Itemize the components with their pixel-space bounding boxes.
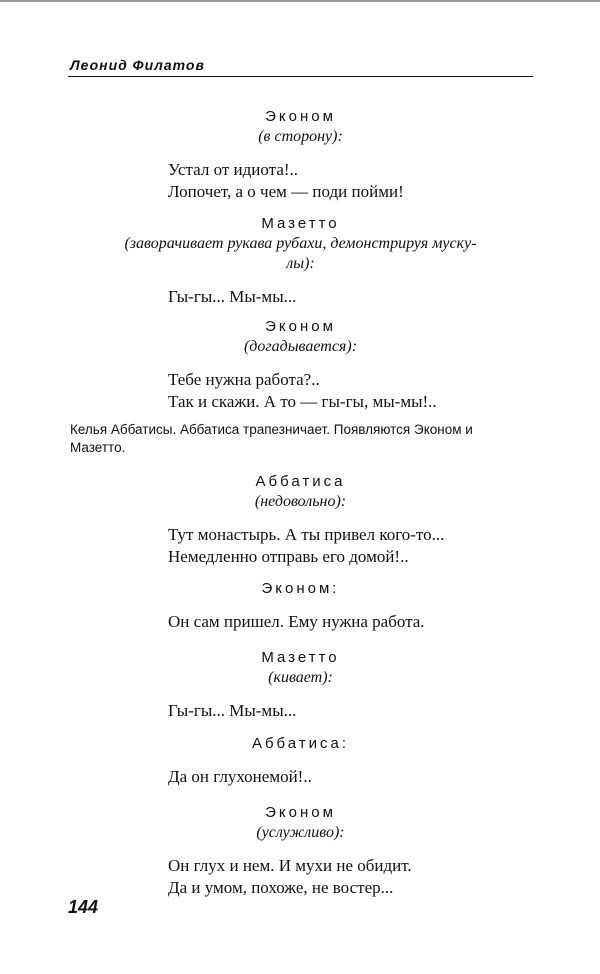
header-rule — [68, 76, 533, 77]
stage-remark: лы): — [286, 255, 315, 272]
speaker-name: Эконом — [265, 804, 336, 821]
running-head: Леонид Филатов — [70, 57, 205, 73]
dialogue-line: Гы-гы... Мы-мы... — [168, 287, 297, 306]
stage-remark: (в сторону): — [258, 128, 343, 145]
dialogue-line: Немедленно отправь его домой!.. — [168, 547, 409, 566]
stage-remark: (заворачивает рукава рубахи, демонстрируя муску- — [124, 235, 477, 252]
page-top-rule — [0, 0, 600, 2]
speaker-name: Мазетто — [261, 649, 340, 666]
speaker-name: Аббатиса — [255, 473, 346, 490]
stage-direction-line: Келья Аббатисы. Аббатиса трапезничает. Появляются Эконом и — [70, 422, 473, 437]
dialogue-line: Он глух и нем. И мухи не обидит. — [168, 856, 412, 875]
dialogue-line: Да и умом, похоже, не востер... — [168, 878, 394, 897]
dialogue-line: Гы-гы... Мы-мы... — [168, 701, 297, 720]
stage-remark: (услужливо): — [256, 824, 345, 841]
dialogue-block — [68, 472, 533, 568]
speaker-name: Эконом: — [261, 580, 340, 597]
stage-remark: (догадывается): — [243, 338, 358, 355]
speaker-name: Эконом — [265, 108, 336, 125]
speaker-name: Мазетто — [261, 215, 340, 232]
dialogue-line: Тут монастырь. А ты привел кого-то... — [168, 525, 445, 544]
dialogue-line: Лопочет, а о чем — поди пойми! — [168, 182, 404, 201]
dialogue-line: Тебе нужна работа?.. — [168, 370, 320, 389]
speaker-name: Эконом — [265, 318, 336, 335]
dialogue-block — [68, 317, 533, 413]
stage-remark: (недовольно): — [254, 493, 347, 510]
dialogue-block — [68, 579, 533, 633]
dialogue-line: Устал от идиота!.. — [168, 160, 299, 179]
dialogue-block — [68, 214, 533, 308]
dialogue-block — [68, 734, 533, 788]
speaker-name: Аббатиса: — [251, 735, 350, 752]
stage-remark: (кивает): — [268, 669, 333, 686]
dialogue-block — [68, 648, 533, 722]
page-number: 144 — [68, 897, 99, 917]
dialogue-line: Так и скажи. А то — гы-гы, мы-мы!.. — [168, 392, 437, 411]
stage-direction — [70, 421, 540, 457]
stage-direction-line: Мазетто. — [70, 440, 126, 455]
dialogue-block — [68, 107, 533, 203]
dialogue-line: Да он глухонемой!.. — [168, 767, 312, 786]
dialogue-block — [68, 803, 533, 899]
dialogue-line: Он сам пришел. Ему нужна работа. — [168, 612, 425, 631]
